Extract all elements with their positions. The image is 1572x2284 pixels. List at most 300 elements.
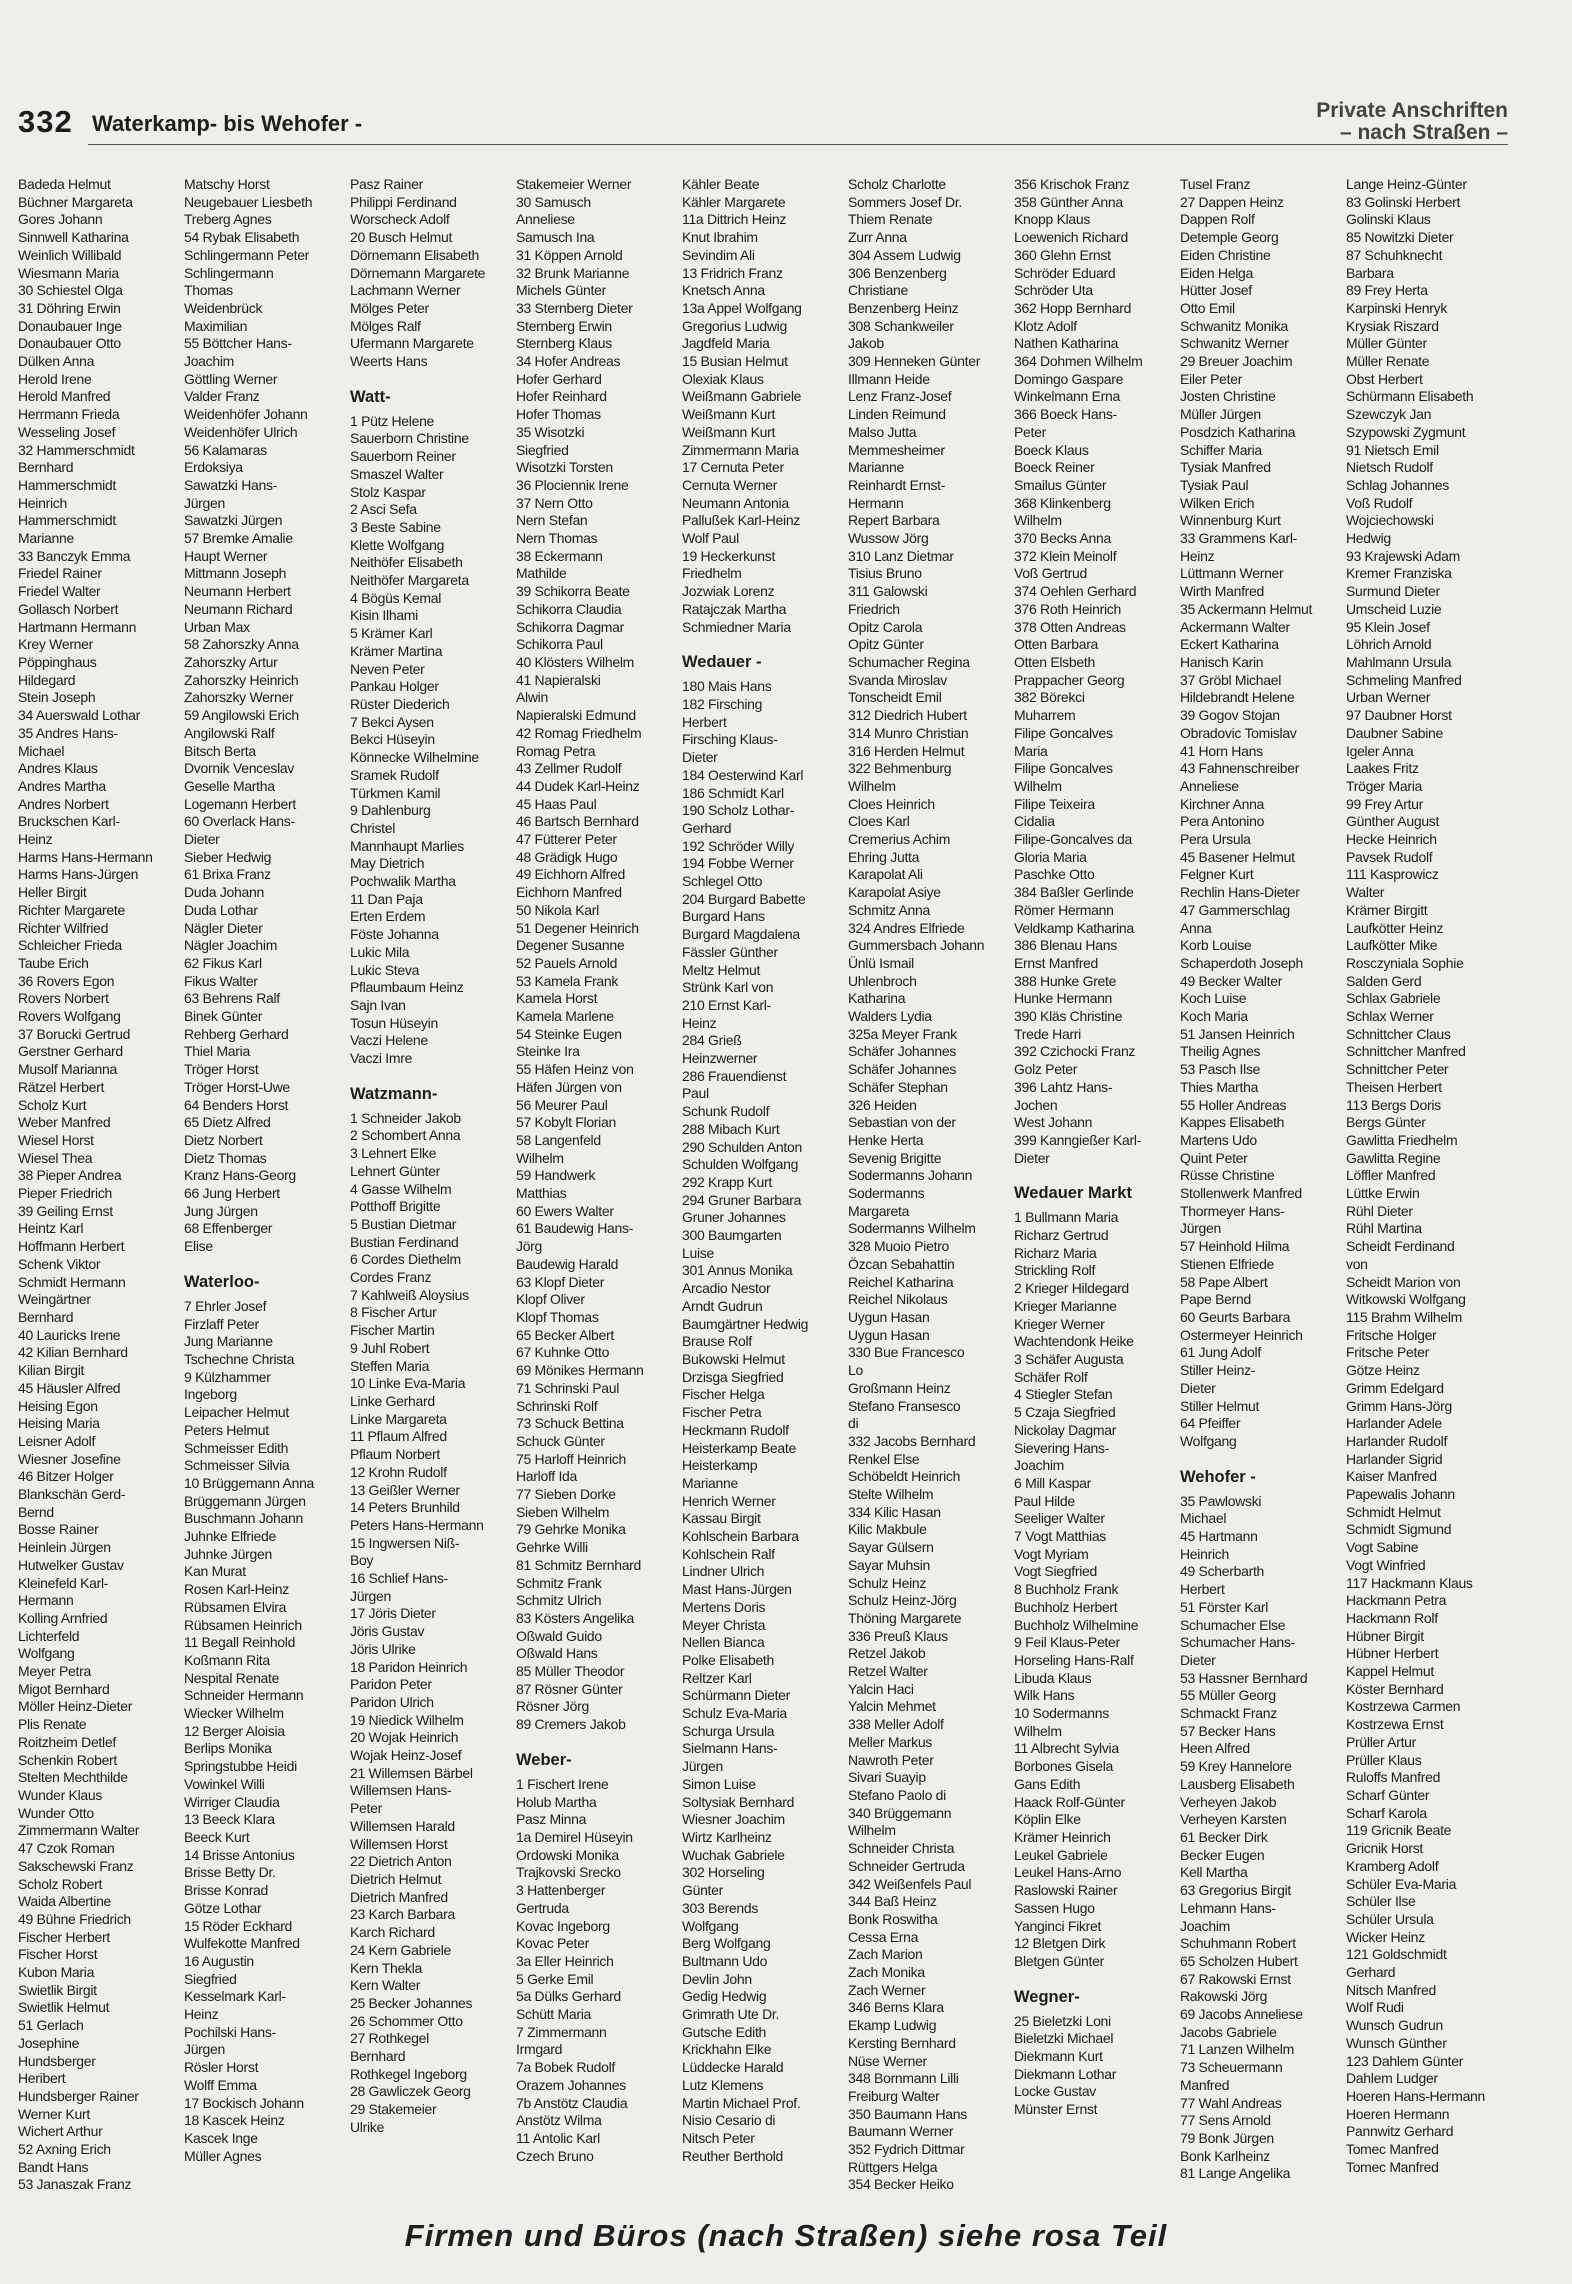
directory-entry: Buchholz Herbert — [1014, 1598, 1118, 1615]
directory-entry: Lindner Ulrich — [682, 1563, 765, 1580]
directory-column-8 — [1180, 176, 1340, 2206]
directory-entry: Ulrike — [350, 2118, 384, 2135]
directory-entry: Gerstner Gerhard — [18, 1043, 123, 1060]
directory-entry: 366 Boeck Hans- — [1014, 406, 1117, 423]
directory-entry: 87 Rösner Günter — [516, 1680, 623, 1697]
directory-entry: Peters Hans-Hermann — [350, 1516, 484, 1533]
directory-entry: Schäfer Johannes — [848, 1043, 957, 1060]
directory-entry: Rübsamen Heinrich — [184, 1616, 302, 1633]
directory-entry: Willemsen Hans- — [350, 1782, 452, 1799]
directory-entry: Vaczi Imre — [350, 1050, 413, 1067]
directory-entry: Treberg Agnes — [184, 211, 272, 228]
directory-entry: 338 Meller Adolf — [848, 1716, 944, 1733]
directory-entry: Barbara — [1346, 264, 1394, 281]
directory-entry: 27 Dappen Heinz — [1180, 193, 1284, 210]
directory-entry: 360 Glehn Ernst — [1014, 246, 1111, 263]
directory-entry: Fischer Herbert — [18, 1928, 110, 1945]
street-heading: Wedauer Markt — [1014, 1184, 1132, 1203]
directory-entry: Klopf Thomas — [516, 1309, 599, 1325]
directory-entry: Wiesner Josefine — [18, 1450, 121, 1467]
directory-entry: Margareta — [848, 1202, 910, 1219]
directory-entry: Ufermann Margarete — [350, 335, 474, 352]
directory-entry: Hecke Heinrich — [1346, 831, 1437, 848]
directory-entry: Wilhelm — [1014, 1722, 1062, 1739]
directory-entry: Zimmermann Walter — [18, 1822, 140, 1839]
street-heading: Watzmann- — [350, 1084, 438, 1103]
directory-entry: Köster Bernhard — [1346, 1680, 1444, 1697]
directory-entry: Jung Jürgen — [184, 1202, 258, 1219]
directory-entry: 334 Kilic Hasan — [848, 1503, 941, 1520]
directory-entry: Plis Renate — [18, 1716, 87, 1733]
directory-entry: Winnenburg Kurt — [1180, 512, 1281, 529]
directory-entry: Hildegard — [18, 671, 76, 688]
directory-entry: Rübsamen Elvira — [184, 1598, 287, 1615]
directory-entry: Nietsch Rudolf — [1346, 459, 1433, 476]
directory-entry: Nellen Bianca — [682, 1634, 765, 1651]
directory-entry: Nickolay Dagmar — [1014, 1421, 1117, 1438]
directory-entry: Heen Alfred — [1180, 1740, 1250, 1757]
directory-entry: Sodermanns — [848, 1185, 925, 1202]
directory-entry: Karpinski Henryk — [1346, 299, 1448, 316]
directory-entry: 388 Hunke Grete — [1014, 972, 1117, 989]
directory-entry: Hermann — [848, 494, 904, 511]
directory-entry: Boy — [350, 1552, 374, 1569]
directory-entry: Donaubauer Inge — [18, 317, 122, 334]
directory-entry: Ingeborg — [184, 1386, 237, 1403]
directory-entry: Brüggemann Jürgen — [184, 1492, 306, 1509]
directory-entry: 47 Gammerschlag — [1180, 901, 1290, 918]
directory-entry: 29 Breuer Joachim — [1180, 353, 1293, 370]
directory-entry: Salden Gerd — [1346, 972, 1422, 989]
directory-entry: 4 Gasse Wilhelm — [350, 1180, 452, 1197]
directory-entry: 210 Ernst Karl- — [682, 996, 771, 1013]
directory-entry: 39 Geiling Ernst — [18, 1202, 113, 1219]
directory-entry: Paridon Peter — [350, 1676, 432, 1693]
directory-entry: Theilig Agnes — [1180, 1043, 1261, 1060]
directory-entry: 18 Kascek Heinz — [184, 2112, 285, 2129]
directory-entry: Schlag Johannes — [1346, 476, 1449, 493]
directory-entry: 53 Janaszak Franz — [18, 2176, 132, 2193]
directory-entry: 71 Schrinski Paul — [516, 1379, 620, 1396]
directory-entry: Lenz Franz-Josef — [848, 388, 952, 405]
directory-entry: Neven Peter — [350, 660, 425, 677]
directory-entry: 11 Pflaum Alfred — [350, 1428, 447, 1445]
directory-entry: 26 Schommer Otto — [350, 2012, 463, 2029]
directory-entry: Bernd — [18, 1503, 54, 1520]
directory-entry: Zahorszky Artur — [184, 653, 278, 670]
directory-entry: Swietlik Helmut — [18, 1999, 110, 2016]
directory-entry: Kohlschein Barbara — [682, 1528, 799, 1545]
directory-entry: Cernuta Werner — [682, 476, 778, 493]
directory-entry: Klotz Adolf — [1014, 317, 1077, 334]
directory-column-1 — [18, 176, 178, 2206]
directory-entry: Bukowski Helmut — [682, 1351, 785, 1367]
directory-entry: 63 Klopf Dieter — [516, 1273, 605, 1290]
directory-entry: Worscheck Adolf — [350, 211, 450, 228]
directory-entry: 17 Jöris Dieter — [350, 1605, 436, 1622]
directory-entry: Sawatzki Jürgen — [184, 512, 283, 529]
directory-entry: 36 Rovers Egon — [18, 972, 115, 989]
directory-column-3 — [350, 176, 510, 2206]
directory-entry: 392 Czichocki Franz — [1014, 1043, 1136, 1060]
directory-entry: Rakowski Jörg — [1180, 1988, 1268, 2005]
directory-entry: Thiel Maria — [184, 1043, 250, 1060]
directory-entry: Strünk Karl von — [682, 979, 774, 996]
directory-entry: Pochilski Hans- — [184, 2023, 276, 2040]
directory-entry: Svanda Miroslav — [848, 671, 947, 688]
directory-entry: Grimrath Ute Dr. — [682, 2006, 780, 2023]
directory-entry: 12 Berger Aloisia — [184, 1722, 285, 1739]
directory-entry: Schumacher Hans- — [1180, 1634, 1296, 1651]
directory-entry: Josten Christine — [1180, 388, 1276, 405]
directory-entry: Duda Johann — [184, 884, 264, 901]
directory-entry: Kern Walter — [350, 1977, 421, 1994]
directory-entry: Martens Udo — [1180, 1131, 1257, 1148]
directory-entry: Zurr Anna — [848, 229, 907, 246]
directory-entry: Pera Ursula — [1180, 831, 1251, 848]
directory-entry: Duda Lothar — [184, 901, 258, 918]
directory-entry: Pieper Friedrich — [18, 1185, 113, 1202]
directory-entry: Simon Luise — [682, 1775, 756, 1792]
directory-entry: 49 Eichhorn Alfred — [516, 866, 626, 883]
directory-entry: Badeda Helmut — [18, 176, 111, 192]
directory-entry: Scholz Robert — [18, 1875, 103, 1892]
directory-entry: 40 Klösters Wilhelm — [516, 653, 635, 670]
directory-entry: Yanginci Fikret — [1014, 1917, 1102, 1934]
directory-entry: Peters Helmut — [184, 1421, 269, 1438]
directory-entry: Berg Wolfgang — [682, 1935, 771, 1952]
directory-entry: Christel — [350, 819, 396, 836]
directory-entry: 4 Bögüs Kemal — [350, 589, 442, 606]
directory-entry: 204 Burgard Babette — [682, 890, 806, 907]
directory-entry: Wojak Heinz-Josef — [350, 1747, 462, 1764]
directory-entry: Marianne — [682, 1474, 738, 1491]
directory-entry: 31 Köppen Arnold — [516, 246, 623, 263]
directory-entry: Weidenhöfer Johann — [184, 406, 308, 423]
directory-entry: 79 Gehrke Monika — [516, 1521, 626, 1538]
directory-entry: 396 Lahtz Hans- — [1014, 1078, 1113, 1095]
directory-entry: 32 Hammerschmidt — [18, 441, 135, 458]
directory-entry: Trede Harri — [1014, 1025, 1081, 1042]
directory-entry: Thies Martha — [1180, 1078, 1259, 1095]
directory-entry: 58 Pape Albert — [1180, 1273, 1268, 1290]
directory-entry: 63 Gregorius Birgit — [1180, 1882, 1292, 1899]
directory-entry: Anna — [1180, 919, 1212, 936]
directory-entry: Neugebauer Liesbeth — [184, 193, 313, 210]
directory-entry: 1 Pütz Helene — [350, 412, 435, 429]
directory-entry: 182 Firsching — [682, 695, 763, 712]
directory-entry: Rösler Horst — [184, 2059, 259, 2076]
directory-entry: Lichterfeld — [18, 1627, 80, 1644]
directory-entry: 1 Fischert Irene — [516, 1775, 609, 1792]
directory-entry: Schlax Werner — [1346, 1008, 1434, 1025]
directory-entry: Hammerschmidt — [18, 476, 117, 493]
directory-entry: 3 Lehnert Elke — [350, 1145, 437, 1162]
directory-entry: Lukic Mila — [350, 943, 410, 960]
directory-entry: Dieter — [1014, 1149, 1050, 1166]
directory-entry: 55 Müller Georg — [1180, 1687, 1276, 1704]
directory-entry: Wuchak Gabriele — [682, 1846, 785, 1863]
directory-entry: Firsching Klaus- — [682, 731, 778, 748]
directory-entry: Nägler Dieter — [184, 919, 263, 936]
directory-entry: Weidenbrück — [184, 299, 263, 316]
directory-entry: Friedel Rainer — [18, 565, 102, 582]
directory-entry: Kisin Ilhami — [350, 607, 418, 624]
directory-entry: Schürmann Elisabeth — [1346, 388, 1474, 405]
directory-entry: 115 Brahm Wilhelm — [1346, 1309, 1463, 1325]
directory-entry: 18 Paridon Heinrich — [350, 1658, 468, 1675]
directory-entry: 5 Czaja Siegfried — [1014, 1404, 1116, 1421]
directory-entry: Szypowski Zygmunt — [1346, 423, 1466, 440]
directory-entry: Opitz Günter — [848, 636, 924, 653]
directory-entry: Schöbeldt Heinrich — [848, 1468, 961, 1485]
directory-entry: 304 Assem Ludwig — [848, 246, 961, 263]
directory-entry: Rothkegel Ingeborg — [350, 2065, 467, 2082]
street-heading: Weber- — [516, 1750, 572, 1769]
directory-entry: 49 Becker Walter — [1180, 972, 1283, 989]
directory-entry: Mittmann Joseph — [184, 565, 287, 582]
directory-entry: Posdzich Katharina — [1180, 423, 1296, 440]
directory-entry: Locke Gustav — [1014, 2083, 1096, 2100]
directory-entry: Günther August — [1346, 813, 1440, 830]
directory-entry: Herold Manfred — [18, 388, 111, 405]
directory-entry: Memmesheimer — [848, 441, 945, 458]
directory-entry: Rosczyniala Sophie — [1346, 954, 1464, 971]
directory-entry: Sajn Ivan — [350, 996, 406, 1013]
directory-entry: 8 Buchholz Frank — [1014, 1581, 1119, 1598]
directory-entry: 57 Bremke Amalie — [184, 530, 293, 547]
street-heading: Watt- — [350, 387, 391, 406]
directory-entry: Hoffmann Herbert — [18, 1238, 125, 1255]
directory-entry: Schenkin Robert — [18, 1751, 118, 1768]
directory-entry: 374 Oehlen Gerhard — [1014, 583, 1137, 600]
directory-entry: Bonk Roswitha — [848, 1910, 938, 1927]
directory-entry: 77 Wahl Andreas — [1180, 2094, 1282, 2111]
directory-entry: Laufkötter Mike — [1346, 937, 1438, 954]
directory-entry: 316 Herden Helmut — [848, 742, 965, 759]
directory-entry: Müller Renate — [1346, 353, 1430, 370]
directory-entry: Paschke Otto — [1014, 866, 1095, 883]
directory-entry: Neithöfer Elisabeth — [350, 554, 463, 571]
directory-entry: Nathen Katharina — [1014, 335, 1119, 352]
directory-entry: Gores Johann — [18, 211, 103, 228]
directory-entry: Tisius Bruno — [848, 565, 922, 582]
directory-entry: Hermann — [18, 1592, 74, 1609]
directory-entry: Rühl Martina — [1346, 1220, 1422, 1237]
directory-entry: Wolfgang — [1180, 1432, 1237, 1449]
directory-entry: Schumacher Else — [1180, 1616, 1286, 1633]
directory-entry: Schulz Heinz-Jörg — [848, 1592, 957, 1609]
directory-entry: Hunke Hermann — [1014, 990, 1113, 1007]
directory-entry: Sieben Wilhelm — [516, 1503, 610, 1520]
directory-entry: Hackmann Petra — [1346, 1592, 1447, 1609]
directory-entry: Lukic Steva — [350, 961, 420, 978]
directory-entry: Stiller Helmut — [1180, 1397, 1260, 1414]
directory-entry: 284 Grieß — [682, 1032, 742, 1049]
directory-entry: 55 Holler Andreas — [1180, 1096, 1287, 1113]
directory-entry: 51 Jansen Heinrich — [1180, 1025, 1295, 1042]
directory-entry: Holub Martha — [516, 1793, 597, 1810]
directory-entry: Heising Maria — [18, 1415, 100, 1432]
directory-entry: Michels Günter — [516, 282, 606, 299]
directory-entry: Dietz Thomas — [184, 1149, 267, 1166]
directory-entry: Kilian Birgit — [18, 1362, 85, 1379]
directory-entry: 12 Bletgen Dirk — [1014, 1935, 1106, 1952]
directory-entry: Otto Emil — [1180, 299, 1235, 316]
directory-entry: 61 Becker Dirk — [1180, 1828, 1268, 1845]
directory-entry: Meltz Helmut — [682, 961, 761, 978]
directory-entry: 184 Oesterwind Karl — [682, 766, 804, 783]
directory-entry: Joachim — [1014, 1457, 1065, 1474]
directory-entry: Heller Birgit — [18, 884, 87, 901]
directory-entry: Cloes Heinrich — [848, 795, 935, 812]
directory-entry: Uhlenbroch — [848, 972, 917, 989]
directory-entry: Stolz Kaspar — [350, 483, 426, 500]
directory-entry: Laakes Fritz — [1346, 760, 1419, 777]
directory-entry: Rechlin Hans-Dieter — [1180, 884, 1300, 901]
directory-entry: Pera Antonino — [1180, 813, 1265, 830]
directory-entry: Kern Thekla — [350, 1959, 422, 1976]
directory-entry: 376 Roth Heinrich — [1014, 600, 1121, 617]
directory-entry: Zach Marion — [848, 1946, 923, 1963]
directory-entry: 20 Busch Helmut — [350, 229, 453, 246]
section-title-line1: Private Anschriften — [1316, 99, 1508, 122]
directory-entry: 325a Meyer Frank — [848, 1025, 957, 1042]
page-range-title: Waterkamp- bis Wehofer - — [92, 111, 363, 136]
directory-entry: Devlin John — [682, 1970, 752, 1987]
directory-entry: Schnittcher Manfred — [1346, 1043, 1466, 1060]
directory-entry: Linke Gerhard — [350, 1393, 435, 1409]
directory-entry: 33 Sternberg Dieter — [516, 299, 633, 316]
directory-entry: Heinzwerner — [682, 1050, 758, 1067]
directory-entry: 77 Sieben Dorke — [516, 1486, 616, 1503]
directory-entry: Stefano Paolo di — [848, 1786, 946, 1803]
directory-entry: Rüttgers Helga — [848, 2158, 938, 2175]
directory-entry: Wiesel Thea — [18, 1149, 93, 1166]
directory-entry: 10 Linke Eva-Maria — [350, 1375, 466, 1392]
directory-entry: Siegfried — [516, 441, 569, 458]
directory-entry: Schiffer Maria — [1180, 441, 1262, 458]
directory-entry: 1 Schneider Jakob — [350, 1109, 461, 1126]
directory-entry: 330 Bue Francesco — [848, 1344, 965, 1361]
directory-entry: Schurga Ursula — [682, 1722, 775, 1739]
directory-entry: Diekmann Kurt — [1014, 2048, 1103, 2065]
directory-entry: 14 Peters Brunhild — [350, 1499, 460, 1516]
directory-entry: Pflaum Norbert — [350, 1446, 440, 1463]
directory-entry: Sebastian von der — [848, 1114, 956, 1131]
directory-entry: Pavsek Rudolf — [1346, 848, 1433, 865]
directory-entry: Leukel Gabriele — [1014, 1846, 1108, 1863]
directory-entry: 13 Beeck Klara — [184, 1811, 275, 1828]
directory-entry: 25 Becker Johannes — [350, 1994, 473, 2011]
directory-entry: Heisterkamp — [682, 1457, 758, 1474]
directory-entry: 61 Jung Adolf — [1180, 1344, 1261, 1361]
directory-entry: Krey Werner — [18, 636, 94, 653]
directory-entry: 303 Berends — [682, 1899, 759, 1916]
directory-entry: Zach Werner — [848, 1981, 926, 1998]
directory-entry: Filipe Goncalves — [1014, 760, 1113, 777]
directory-entry: Knetsch Anna — [682, 282, 765, 299]
directory-entry: 372 Klein Meinolf — [1014, 547, 1117, 564]
directory-entry: Hoeren Hermann — [1346, 2105, 1450, 2122]
directory-entry: Lehnert Günter — [350, 1162, 440, 1179]
directory-entry: Harlander Sigrid — [1346, 1450, 1443, 1467]
directory-entry: Oßwald Hans — [516, 1645, 598, 1662]
directory-entry: Wolfgang — [18, 1645, 75, 1662]
directory-entry: Michael — [18, 742, 65, 759]
directory-entry: Hedwig — [1346, 530, 1391, 547]
directory-entry: Sauerborn Reiner — [350, 448, 456, 465]
directory-entry: Rovers Wolfgang — [18, 1008, 121, 1025]
directory-entry: Linden Reimund — [848, 406, 946, 423]
directory-entry: Steffen Maria — [350, 1357, 430, 1374]
directory-entry: Heinlein Jürgen — [18, 1539, 111, 1556]
directory-entry: Wiecker Wilhelm — [184, 1705, 284, 1722]
directory-entry: 4 Stiegler Stefan — [1014, 1386, 1113, 1403]
directory-entry: 53 Kamela Frank — [516, 972, 619, 989]
directory-entry: Schäfer Johannes — [848, 1061, 957, 1078]
directory-column-2 — [184, 176, 344, 2206]
directory-entry: Strickling Rolf — [1014, 1262, 1096, 1279]
directory-entry: Knopp Klaus — [1014, 211, 1091, 228]
directory-entry: Schmeisser Edith — [184, 1439, 289, 1456]
directory-entry: Bitsch Berta — [184, 742, 256, 759]
directory-entry: Loewenich Richard — [1014, 229, 1128, 246]
directory-entry: 51 Degener Heinrich — [516, 919, 639, 936]
directory-entry: 32 Brunk Marianne — [516, 264, 630, 281]
directory-entry: Retzel Walter — [848, 1663, 928, 1680]
directory-entry: Heribert — [18, 2070, 66, 2087]
directory-entry: Brisse Betty Dr. — [184, 1864, 276, 1881]
directory-entry: 71 Lanzen Wilhelm — [1180, 2041, 1294, 2058]
directory-entry: 56 Kalamaras — [184, 441, 267, 458]
directory-entry: Rüsse Christine — [1180, 1167, 1275, 1184]
directory-entry: Tröger Maria — [1346, 777, 1423, 794]
directory-entry: Krämer Birgitt — [1346, 901, 1428, 918]
directory-entry: Siegfried — [184, 1970, 237, 1987]
directory-entry: 326 Heiden — [848, 1096, 917, 1113]
directory-entry: Möller Heinz-Dieter — [18, 1698, 133, 1715]
directory-entry: Jürgen — [682, 1758, 724, 1775]
directory-entry: Domingo Gaspare — [1014, 370, 1124, 387]
directory-column-9 — [1346, 176, 1506, 2206]
directory-entry: Krieger Werner — [1014, 1315, 1105, 1332]
directory-entry: Heinrich — [18, 494, 67, 511]
directory-entry: Linke Margareta — [350, 1410, 447, 1427]
directory-entry: Schröder Eduard — [1014, 264, 1116, 281]
directory-entry: 309 Henneken Günter — [848, 353, 981, 370]
directory-entry: Neumann Antonia — [682, 494, 789, 511]
directory-entry: 328 Muoio Pietro — [848, 1238, 950, 1255]
directory-entry: Fischer Petra — [682, 1404, 762, 1421]
directory-entry: Andres Klaus — [18, 760, 98, 777]
directory-entry: Ehring Jutta — [848, 848, 920, 865]
directory-entry: Willemsen Harald — [350, 1817, 455, 1834]
directory-entry: Kesselmark Karl- — [184, 1988, 286, 2005]
directory-entry: 311 Galowski — [848, 583, 928, 600]
directory-entry: 56 Meurer Paul — [516, 1096, 608, 1113]
directory-entry: Schmitz Ulrich — [516, 1592, 602, 1609]
directory-entry: Lüddecke Harald — [682, 2059, 784, 2076]
directory-entry: Thöning Margarete — [848, 1609, 962, 1626]
directory-entry: Hübner Birgit — [1346, 1627, 1424, 1644]
directory-entry: Tusel Franz — [1180, 176, 1251, 192]
directory-entry: 45 Hartmann — [1180, 1528, 1258, 1545]
directory-entry: 7 Ehrler Josef — [184, 1297, 267, 1314]
directory-entry: Hütter Josef — [1180, 282, 1252, 299]
directory-entry: Nitsch Manfred — [1346, 1981, 1436, 1998]
directory-entry: 34 Hofer Andreas — [516, 353, 621, 370]
